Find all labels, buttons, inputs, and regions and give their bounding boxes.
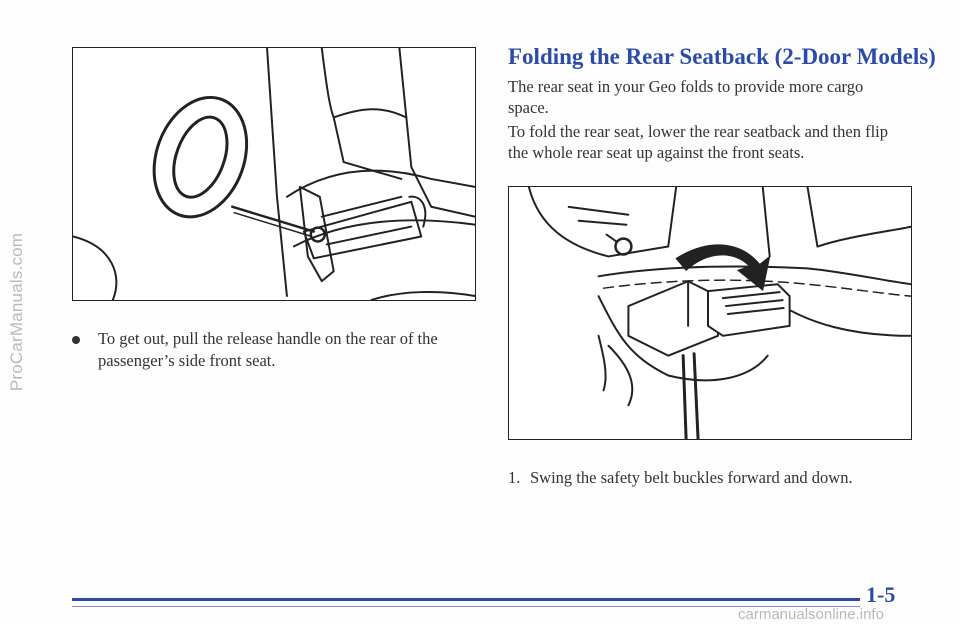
- step-1: [508, 467, 928, 489]
- bullet-text: To get out, pull the release handle on the rear of the passenger’s side front seat.: [98, 329, 438, 370]
- page-number: 1-5: [866, 582, 896, 607]
- seat-release-illustration: [72, 47, 476, 301]
- footer-rule-thick: [72, 598, 860, 601]
- paragraph-intro: The rear seat in your Geo folds to provide more cargo space.: [508, 77, 864, 117]
- seat-release-drawing: [73, 48, 475, 300]
- paragraph-instructions: To fold the rear seat, lower the rear seatback and then flip the whole rear seat up against the front seats.: [508, 122, 889, 162]
- bullet-dot-icon: [72, 336, 80, 344]
- footer-watermark: carmanualsonline.info: [738, 606, 884, 623]
- step-text: Swing the safety belt buckles forward and down.: [530, 468, 853, 487]
- side-watermark-text: ProCarManuals.com: [7, 232, 26, 392]
- step-number: 1.: [508, 468, 521, 487]
- section-title: Folding the Rear Seatback (2-Door Models): [508, 44, 936, 69]
- buckle-swing-drawing: [509, 187, 911, 439]
- buckle-swing-illustration: [508, 186, 912, 440]
- side-watermark: [0, 0, 34, 624]
- release-handle-instruction: [72, 328, 472, 372]
